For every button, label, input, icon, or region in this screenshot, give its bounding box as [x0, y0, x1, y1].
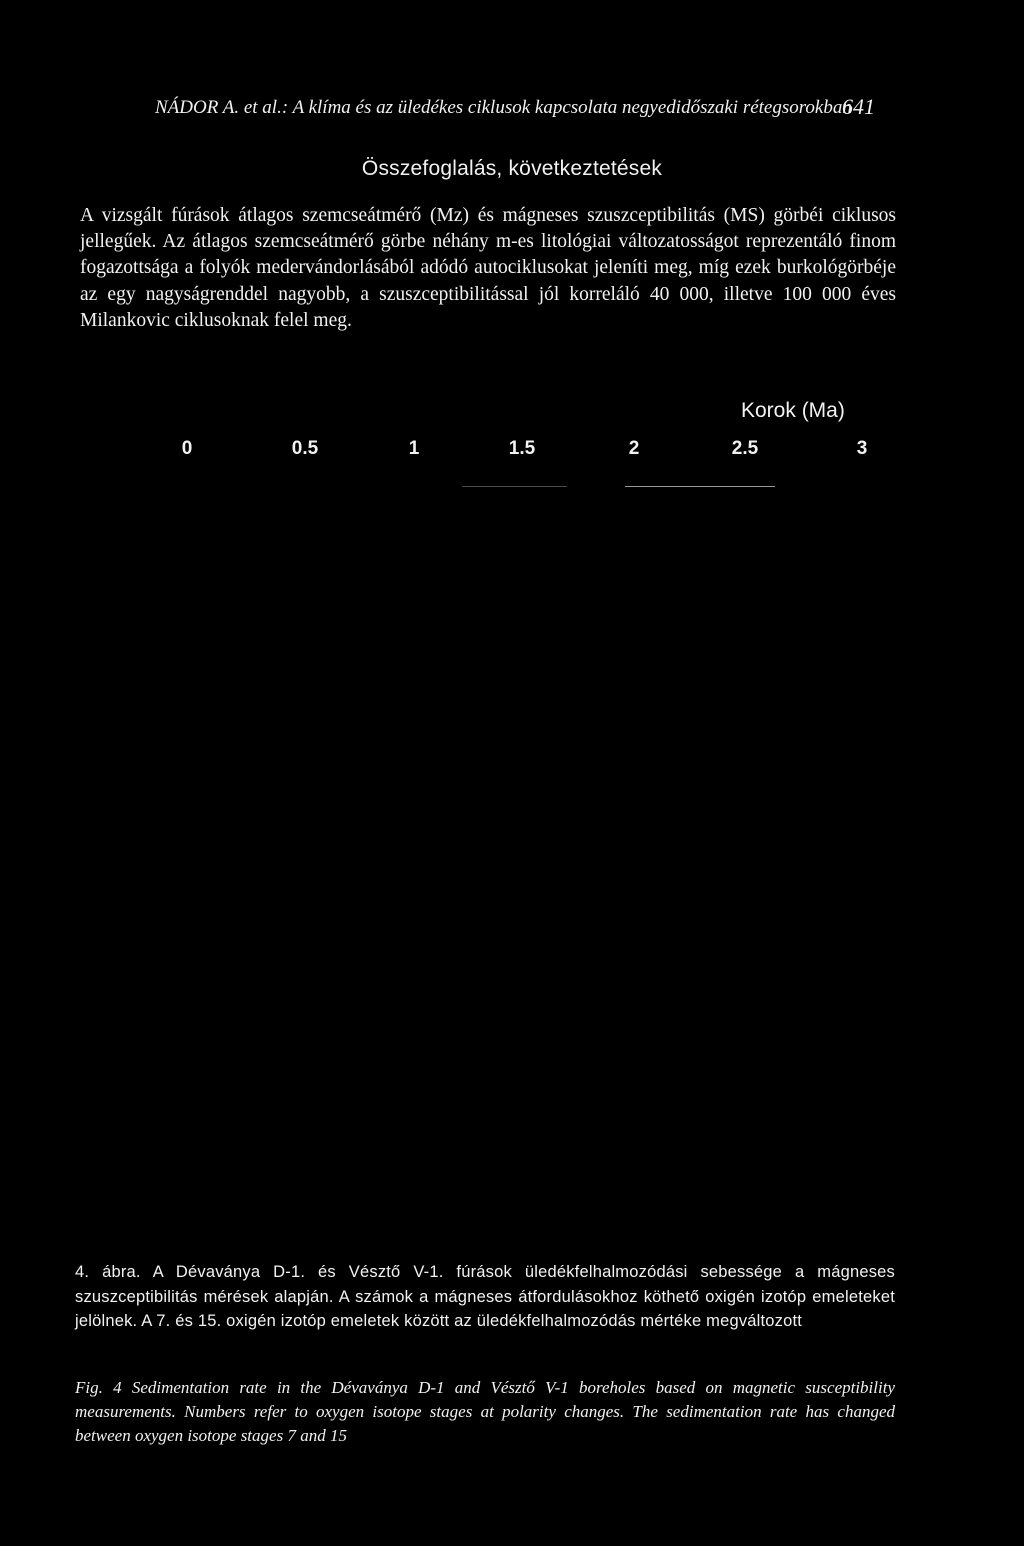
- figure-caption-en: Fig. 4 Sedimentation rate in the Dévaványa D-1 and Vésztő V-1 boreholes based on magnetic susceptibility measurements. Numbers refer to oxygen isotope stages at polarity changes. The sedimentation rate has changed between oxygen isotope stages 7 and 15: [75, 1378, 895, 1445]
- tick-label: 1: [408, 438, 420, 459]
- summary-paragraph: A vizsgált fúrások átlagos szemcseátmérő (Mz) és mágneses szuszceptibilitás (MS) görbéi ciklusos jellegűek. Az átlagos szemcseátmérő görbe néhány m-es litológiai változatosságot reprezentáló finom fogazottsága a folyók medervándorlásából adódó autociklusokat jeleníti meg, míg ezek burkológörbéje az egy nagyságrenddel nagyobb, a szuszceptibilitással jól korreláló 40 000, illetve 100 000 éves Milankovic ciklusoknak felel meg.: [80, 205, 896, 331]
- tick-label: 2.5: [731, 438, 759, 459]
- axis-title: Korok (Ma): [741, 399, 845, 422]
- figure-caption-hu: 4. ábra. A Dévaványa D-1. és Vésztő V-1. fúrások üledékfelhalmozódási sebessége a mágneses szuszceptibilitás mérések alapján. A számok a mágneses átfordulásokhoz köthető oxigén izotóp emeleteket jelölnek. A 7. és 15. oxigén izotóp emeletek között az üledékfelhalmozódás mértéke megváltozott: [75, 1263, 895, 1330]
- running-title: NÁDOR A. et al.: A klíma és az üledékes ciklusok kapcsolata negyedidőszaki rétegsorokban: [155, 97, 852, 118]
- tick-label: 1.5: [508, 438, 536, 459]
- page-number: 641: [842, 94, 875, 119]
- tick-label: 0: [181, 438, 193, 459]
- tick-label: 3: [856, 438, 868, 459]
- axis-line-faint: [462, 486, 567, 487]
- tick-label: 2: [628, 438, 640, 459]
- tick-label: 0.5: [291, 438, 319, 459]
- section-title: Összefoglalás, következtetések: [361, 157, 663, 180]
- axis-line: [625, 486, 775, 487]
